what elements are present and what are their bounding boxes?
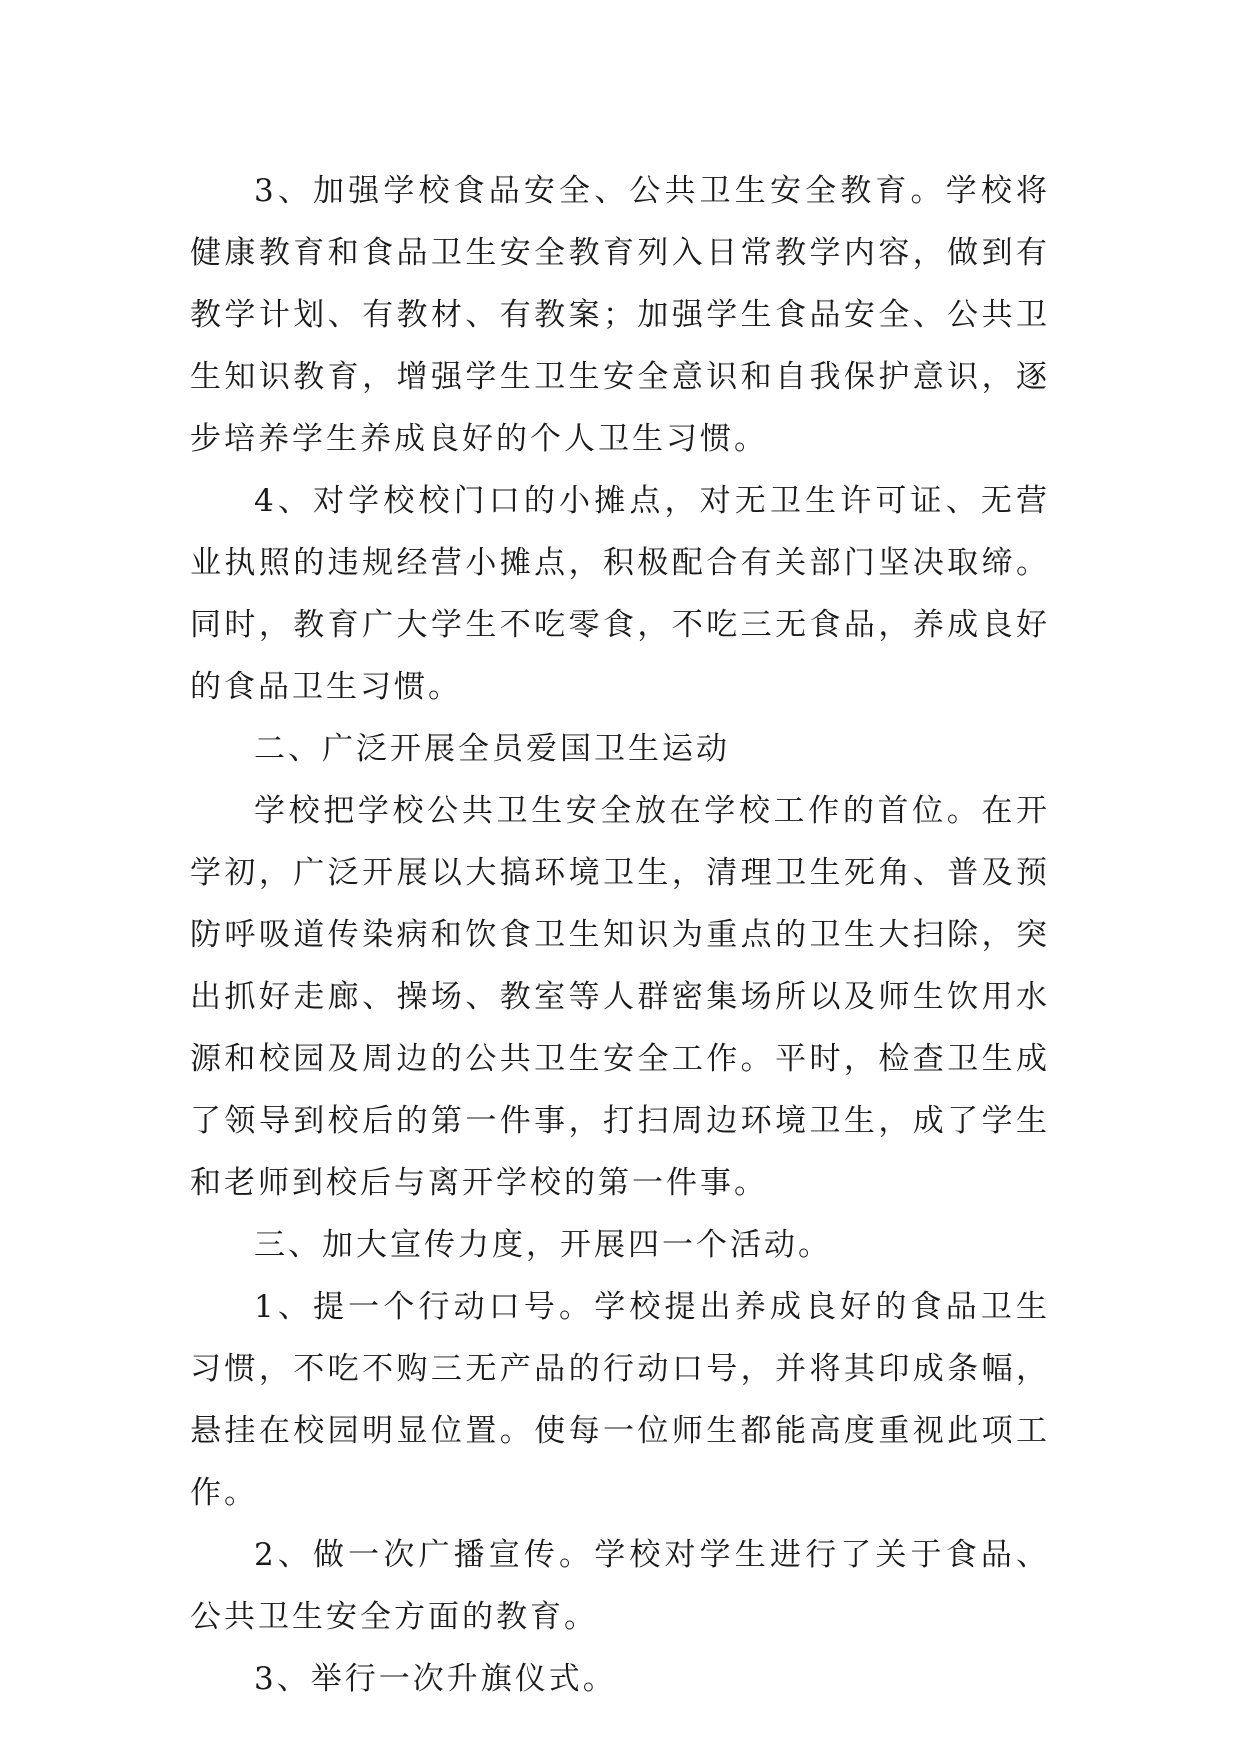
paragraph-item-4-street-vendors: 4、对学校校门口的小摊点，对无卫生许可证、无营业执照的违规经营小摊点，积极配合有关部门坚决取缔。同时，教育广大学生不吃零食，不吃三无食品，养成良好的食品卫生习惯。 xyxy=(190,483,1050,705)
paragraph-item-3-flag-ceremony: 3、举行一次升旗仪式。 xyxy=(254,1661,617,1697)
document-body xyxy=(190,160,1050,1710)
paragraph-item-2-broadcast: 2、做一次广播宣传。学校对学生进行了关于食品、公共卫生安全方面的教育。 xyxy=(190,1537,1050,1635)
paragraph-item-3-food-safety-education: 3、加强学校食品安全、公共卫生安全教育。学校将健康教育和食品卫生安全教育列入日常教学内容，做到有教学计划、有教材、有教案；加强学生食品安全、公共卫生知识教育，增强学生卫生安全意识和自我保护意识，逐步培养学生养成良好的个人卫生习惯。 xyxy=(190,173,1050,457)
paragraph-public-hygiene: 学校把学校公共卫生安全放在学校工作的首位。在开学初，广泛开展以大搞环境卫生，清理卫生死角、普及预防呼吸道传染病和饮食卫生知识为重点的卫生大扫除，突出抓好走廊、操场、教室等人群密集场所以及师生饮用水源和校园及周边的公共卫生安全工作。平时，检查卫生成了领导到校后的第一件事，打扫周边环境卫生，成了学生和老师到校后与离开学校的第一件事。 xyxy=(190,793,1050,1201)
section-heading-2: 二、广泛开展全员爱国卫生运动 xyxy=(254,731,730,767)
section-heading-3: 三、加大宣传力度，开展四一个活动。 xyxy=(254,1227,832,1263)
paragraph-item-1-slogan: 1、提一个行动口号。学校提出养成良好的食品卫生习惯，不吃不购三无产品的行动口号，并将其印成条幅，悬挂在校园明显位置。使每一位师生都能高度重视此项工作。 xyxy=(190,1289,1050,1511)
